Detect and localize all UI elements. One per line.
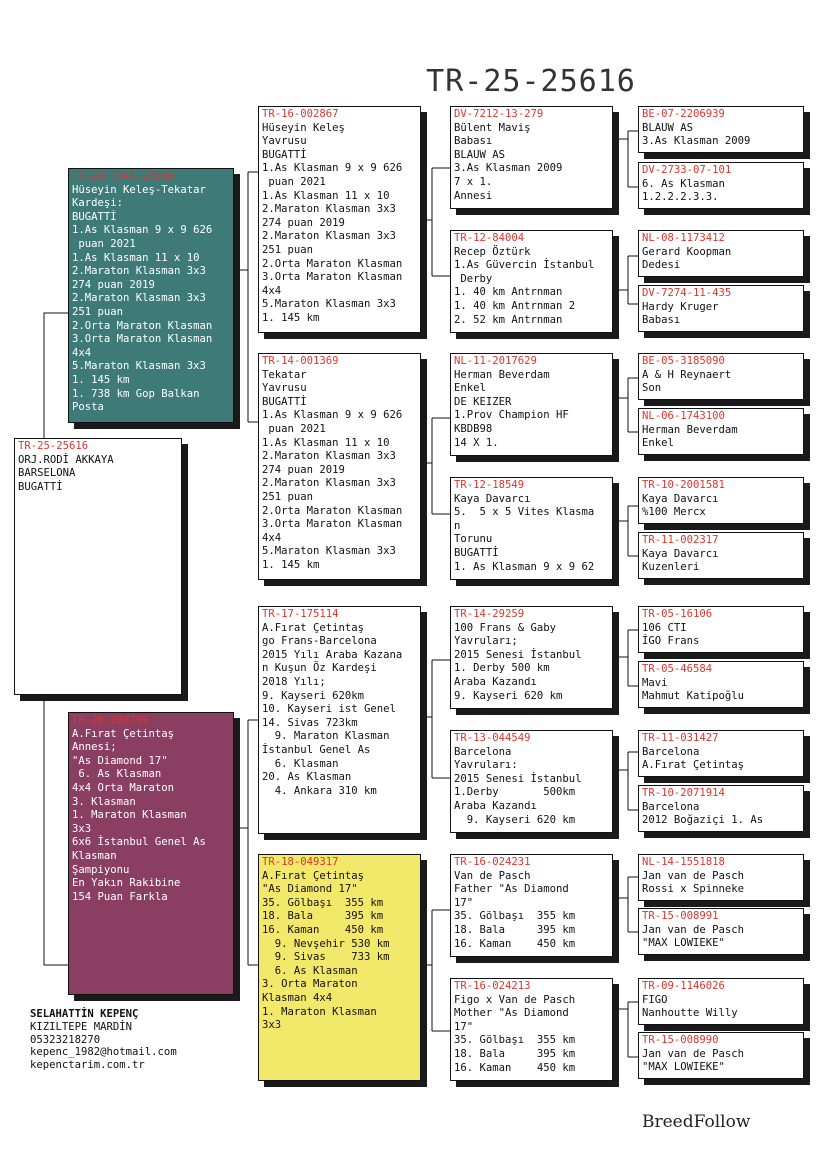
info-line: 1.As Klasman 9 x 9 626 — [262, 162, 403, 175]
info-line: 18. Bala 395 km — [262, 910, 384, 923]
info-line: 4x4 — [72, 346, 92, 359]
ring-number: TR-05-46584 — [642, 663, 713, 675]
great-grandparent-card[interactable] — [450, 730, 613, 833]
ancestor-card[interactable] — [638, 162, 804, 209]
grandparent-card[interactable] — [258, 106, 421, 333]
info-line: 16. Kaman 450 km — [262, 923, 384, 936]
info-line: 274 puan 2019 — [262, 216, 345, 229]
info-line: 2015 Yılı Araba Kazana — [262, 648, 403, 661]
info-line: 4x4 — [262, 284, 282, 297]
info-line: "MAX LOWIEKE" — [642, 937, 725, 950]
ancestor-card[interactable] — [638, 661, 804, 708]
info-line: 154 Puan Farkla — [72, 890, 168, 903]
info-line: 3.Orta Maraton Klasman — [262, 271, 403, 284]
ring-number: TR-14-29259 — [454, 608, 525, 620]
info-line: "As Diamond 17" — [72, 754, 168, 767]
info-line: BUGATTİ — [454, 546, 499, 559]
info-line: 9. Nevşehir 530 km — [262, 937, 390, 950]
info-line: 2.Maraton Klasman 3x3 — [72, 292, 206, 305]
info-line: BUGATTİ — [262, 148, 307, 161]
info-line: 1. As Klasman 9 x 9 62 — [454, 560, 595, 573]
ancestor-card[interactable] — [638, 285, 804, 332]
info-line: 1. Maraton Klasman — [72, 809, 187, 822]
info-line: 5.Maraton Klasman 3x3 — [262, 545, 396, 558]
info-line: 2.Orta Maraton Klasman — [262, 504, 403, 517]
info-line: Yavruları; — [454, 635, 518, 648]
subject-card[interactable] — [14, 438, 182, 695]
info-line: 3.Orta Maraton Klasman — [72, 333, 213, 346]
owner-info — [30, 1008, 177, 1072]
info-line: 1. 40 km Antrnman — [454, 286, 563, 299]
info-line: Derby — [454, 272, 493, 285]
info-line: 1. 145 km — [262, 558, 320, 571]
ancestor-card[interactable] — [638, 230, 804, 277]
info-line: ORJ.RODİ AKKAYA — [18, 453, 114, 466]
ring-number: TR-14-001369 — [262, 355, 339, 367]
great-grandparent-card[interactable] — [450, 606, 613, 709]
info-line: 6. As Klasman — [642, 177, 725, 190]
info-line: 5. 5 x 5 Vites Klasma — [454, 506, 595, 519]
info-line: Gerard Koopman — [642, 245, 732, 258]
info-line: 35. Gölbaşı 355 km — [262, 896, 384, 909]
info-line: BUGATTİ — [262, 395, 307, 408]
ancestor-card[interactable] — [638, 908, 804, 955]
info-line: 35. Gölbaşı 355 km — [454, 910, 576, 923]
info-line: Van de Pasch — [454, 869, 531, 882]
grandparent-card[interactable] — [258, 854, 421, 1081]
info-line: "As Diamond 17" — [262, 883, 358, 896]
info-line: 17" — [454, 1020, 474, 1033]
info-line: Kaya Davarcı — [642, 492, 719, 505]
info-line: go Frans-Barcelona — [262, 635, 377, 648]
ring-number: TR-12-18549 — [454, 479, 525, 491]
info-line: 4. Ankara 310 km — [262, 784, 377, 797]
info-line: 1. 738 km Gop Balkan — [72, 387, 200, 400]
info-line: 3.As Klasman 2009 — [642, 135, 751, 148]
info-line: Torunu — [454, 533, 493, 546]
ring-number: TR-05-16106 — [642, 608, 713, 620]
info-line: BLAUW AS — [642, 121, 694, 134]
info-line: Hardy Kruger — [642, 300, 719, 313]
info-line: 2.Maraton Klasman 3x3 — [262, 477, 396, 490]
info-line: 18. Bala 395 km — [454, 923, 576, 936]
ring-number: BE-07-2206939 — [642, 108, 725, 120]
info-line: 10. Kayseri ist Genel — [262, 703, 396, 716]
ring-number: TR-16-024213 — [454, 980, 531, 992]
great-grandparent-card[interactable] — [450, 353, 613, 456]
info-line: 251 puan — [262, 243, 314, 256]
info-line: 6. As Klasman — [72, 768, 162, 781]
info-line: Hüseyin Keleş — [262, 121, 345, 134]
info-line: Barcelona — [454, 745, 512, 758]
great-grandparent-card[interactable] — [450, 477, 613, 580]
info-line: 9. Maraton Klasman — [262, 730, 390, 743]
info-line: Jan van de Pasch — [642, 1047, 745, 1060]
ring-number: DV-7212-13-279 — [454, 108, 544, 120]
grandparent-card[interactable] — [258, 606, 421, 834]
ring-number: NL-06-1743100 — [642, 410, 725, 422]
info-line: 1.As Klasman 11 x 10 — [262, 436, 390, 449]
info-line: Jan van de Pasch — [642, 869, 745, 882]
info-line: 1.As Klasman 9 x 9 626 — [262, 409, 403, 422]
great-grandparent-card[interactable] — [450, 230, 613, 333]
ring-number: DV-7274-11-435 — [642, 287, 732, 299]
ring-number: BE-05-3185090 — [642, 355, 725, 367]
info-line: 3. Orta Maraton — [262, 978, 358, 991]
info-line: 100 Frans & Gaby — [454, 621, 557, 634]
info-line: 6. Klasman — [262, 757, 339, 770]
info-line: Recep Öztürk — [454, 245, 531, 258]
info-line: %100 Mercx — [642, 506, 706, 519]
info-line: Yavrusu — [262, 135, 307, 148]
info-line: Father "As Diamond — [454, 883, 569, 896]
info-line: 1. 40 km Antrnman 2 — [454, 299, 576, 312]
info-line: Bülent Maviş — [454, 121, 531, 134]
info-line: 9. Kayseri 620 km — [454, 689, 563, 702]
info-line: 2.Maraton Klasman 3x3 — [72, 265, 206, 278]
info-line: Şampiyonu — [72, 863, 130, 876]
info-line: Enkel — [642, 437, 674, 450]
info-line: 1.As Klasman 11 x 10 — [262, 189, 390, 202]
info-line: Rossi x Spinneke — [642, 883, 745, 896]
info-line: 1. 145 km — [72, 373, 130, 386]
info-line: Yavruları: — [454, 759, 518, 772]
info-line: Herman Beverdam — [642, 423, 738, 436]
info-line: 251 puan — [72, 305, 124, 318]
info-line: Barcelona — [642, 800, 700, 813]
info-line: Hüseyin Keleş-Tekatar — [72, 183, 206, 196]
info-line: 1. Maraton Klasman — [262, 1005, 377, 1018]
ancestor-card[interactable] — [638, 353, 804, 400]
ring-number: TR-12-84004 — [454, 232, 525, 244]
ring-number: TR-25-25616 — [18, 440, 89, 452]
info-line: 2012 Boğaziçi 1. As — [642, 814, 764, 827]
info-line: Jan van de Pasch — [642, 923, 745, 936]
ancestor-card[interactable] — [638, 785, 804, 832]
info-line: Klasman 4x4 — [262, 991, 333, 1004]
ancestor-card[interactable] — [638, 408, 804, 455]
info-line: 2.Maraton Klasman 3x3 — [262, 230, 396, 243]
info-line: BUGATTİ — [18, 480, 63, 493]
info-line: Tekatar — [262, 368, 307, 381]
info-line: Babası — [454, 135, 493, 148]
info-line: Barcelona — [642, 745, 700, 758]
info-line: 3x3 — [262, 1019, 282, 1032]
ring-number: TR-18-049317 — [262, 856, 339, 868]
info-line: 6. As Klasman — [262, 964, 358, 977]
ring-number: TR-20-208799 — [72, 714, 149, 726]
info-line: A.Fırat Çetintaş — [262, 869, 365, 882]
ancestor-card[interactable] — [638, 730, 804, 777]
brand-logo: BreedFollow — [642, 1112, 751, 1132]
info-line: Herman Beverdam — [454, 368, 550, 381]
info-line: 2.Maraton Klasman 3x3 — [262, 450, 396, 463]
ring-number: TR-11-031427 — [642, 732, 719, 744]
info-line: 1.2.2.2.3.3. — [642, 191, 719, 204]
ancestor-card[interactable] — [638, 477, 804, 524]
owner-website[interactable]: kepenctarim.com.tr — [30, 1059, 145, 1072]
info-line: İstanbul Genel As — [262, 743, 371, 756]
ancestor-card[interactable] — [638, 978, 804, 1025]
ring-number: TR-15-008990 — [642, 1034, 719, 1046]
info-line: FIGO — [642, 993, 668, 1006]
ring-number: TR-10-2001581 — [642, 479, 725, 491]
info-line: Dedesi — [642, 259, 681, 272]
info-line: A.Fırat Çetintaş — [262, 621, 365, 634]
ring-number: TR-10-2071914 — [642, 787, 725, 799]
ancestor-card[interactable] — [638, 532, 804, 579]
info-line: 1.As Klasman 9 x 9 626 — [72, 224, 213, 237]
info-line: 9. Kayseri 620km — [262, 689, 365, 702]
info-line: 17" — [454, 896, 474, 909]
info-line: En Yakın Rakibine — [72, 877, 181, 890]
info-line: 3.Orta Maraton Klasman — [262, 518, 403, 531]
info-line: Mahmut Katipoğlu — [642, 690, 745, 703]
info-line: 2.Orta Maraton Klasman — [262, 257, 403, 270]
info-line: 2.Orta Maraton Klasman — [72, 319, 213, 332]
page-title: TR-25-25616 — [426, 64, 636, 100]
info-line: 106 CTI — [642, 621, 687, 634]
info-line: 16. Kaman 450 km — [454, 1061, 576, 1074]
owner-name: SELAHATTİN KEPENÇ — [30, 1008, 139, 1020]
info-line: 5.Maraton Klasman 3x3 — [262, 298, 396, 311]
ring-number: TR-15-008991 — [642, 910, 719, 922]
info-line: Annesi — [454, 189, 493, 202]
info-line: 1.As Klasman 11 x 10 — [72, 251, 200, 264]
info-line: 2. 52 km Antrnman — [454, 313, 563, 326]
great-grandparent-card[interactable] — [450, 106, 613, 209]
info-line: Posta — [72, 401, 104, 414]
info-line: 1.As Güvercin İstanbul — [454, 259, 595, 272]
info-line: Figo x Van de Pasch — [454, 993, 576, 1006]
info-line: 20. As Klasman — [262, 771, 352, 784]
info-line: Kaya Davarcı — [454, 492, 531, 505]
info-line: 1. Derby 500 km — [454, 662, 550, 675]
ring-number: NL-11-2017629 — [454, 355, 537, 367]
great-grandparent-card[interactable] — [450, 854, 613, 957]
info-line: Babası — [642, 314, 681, 327]
info-line: A.Fırat Çetintaş — [72, 727, 175, 740]
info-line: Annesi; — [72, 741, 117, 754]
info-line: n Kuşun Öz Kardeşi — [262, 662, 377, 675]
info-line: Kaya Davarcı — [642, 547, 719, 560]
info-line: "MAX LOWIEKE" — [642, 1061, 725, 1074]
info-line: Son — [642, 382, 662, 395]
info-line: 274 puan 2019 — [72, 278, 155, 291]
info-line: Nanhoutte Willy — [642, 1007, 738, 1020]
info-line: Araba Kazandı — [454, 675, 537, 688]
info-line: Kardeşi: — [72, 197, 124, 210]
info-line: 7 x 1. — [454, 175, 493, 188]
info-line: 1.Prov Champion HF — [454, 409, 569, 422]
ancestor-card[interactable] — [638, 606, 804, 653]
info-line: 2015 Senesi İstanbul — [454, 772, 582, 785]
ring-number: NL-08-1173412 — [642, 232, 725, 244]
info-line: puan 2021 — [262, 175, 326, 188]
info-line: puan 2021 — [262, 422, 326, 435]
great-grandparent-card[interactable] — [450, 978, 613, 1081]
info-line: BLAUW AS — [454, 148, 506, 161]
ring-number: TR-16-002867 — [262, 108, 339, 120]
owner-location: KIZILTEPE MARDİN — [30, 1020, 133, 1033]
owner-email[interactable]: kepenc_1982@hotmail.com — [30, 1046, 177, 1059]
info-line: Araba Kazandı — [454, 799, 537, 812]
dam-card[interactable] — [68, 712, 234, 995]
ring-number: TR-23-(34)-10916 — [72, 170, 175, 182]
info-line: Mother "As Diamond — [454, 1007, 569, 1020]
info-line: A & H Reynaert — [642, 368, 732, 381]
info-line: BUGATTİ — [72, 210, 117, 223]
info-line: Klasman — [72, 849, 117, 862]
ring-number: DV-2733-07-101 — [642, 164, 732, 176]
info-line: Kuzenleri — [642, 561, 700, 574]
info-line: 9. Sivas 733 km — [262, 951, 390, 964]
info-line: 274 puan 2019 — [262, 463, 345, 476]
info-line: 2018 Yılı; — [262, 675, 326, 688]
info-line: DE KEIZER — [454, 395, 512, 408]
ring-number: TR-13-044549 — [454, 732, 531, 744]
ancestor-card[interactable] — [638, 854, 804, 901]
sire-card[interactable] — [68, 168, 234, 423]
owner-phone: 05323218270 — [30, 1033, 101, 1046]
ring-number: NL-14-1551818 — [642, 856, 725, 868]
info-line: A.Fırat Çetintaş — [642, 759, 745, 772]
info-line: Mavi — [642, 676, 668, 689]
info-line: 16. Kaman 450 km — [454, 937, 576, 950]
info-line: Enkel — [454, 382, 486, 395]
info-line: 3. Klasman — [72, 795, 136, 808]
info-line: 4x4 Orta Maraton — [72, 781, 175, 794]
ancestor-card[interactable] — [638, 1032, 804, 1079]
info-line: puan 2021 — [72, 237, 136, 250]
grandparent-card[interactable] — [258, 353, 421, 580]
info-line: 14. Sivas 723km — [262, 716, 358, 729]
info-line: 3.As Klasman 2009 — [454, 162, 563, 175]
info-line: n — [454, 519, 461, 532]
ring-number: TR-09-1146026 — [642, 980, 725, 992]
ring-number: TR-11-002317 — [642, 534, 719, 546]
info-line: 4x4 — [262, 531, 282, 544]
info-line: 9. Kayseri 620 km — [454, 813, 576, 826]
info-line: KBDB98 — [454, 422, 493, 435]
info-line: 35. Gölbaşı 355 km — [454, 1034, 576, 1047]
info-line: 3x3 — [72, 822, 92, 835]
info-line: İGO Frans — [642, 635, 700, 648]
info-line: 1.Derby 500km — [454, 786, 576, 799]
info-line: 251 puan — [262, 490, 314, 503]
ring-number: TR-17-175114 — [262, 608, 339, 620]
info-line: Yavrusu — [262, 382, 307, 395]
ring-number: TR-16-024231 — [454, 856, 531, 868]
info-line: 2.Maraton Klasman 3x3 — [262, 203, 396, 216]
info-line: 6x6 İstanbul Genel As — [72, 836, 206, 849]
info-line: 1. 145 km — [262, 311, 320, 324]
info-line: 2015 Senesi İstanbul — [454, 648, 582, 661]
info-line: 18. Bala 395 km — [454, 1047, 576, 1060]
info-line: BARSELONA — [18, 467, 76, 480]
ancestor-card[interactable] — [638, 106, 804, 153]
info-line: 14 X 1. — [454, 436, 499, 449]
info-line: 5.Maraton Klasman 3x3 — [72, 360, 206, 373]
